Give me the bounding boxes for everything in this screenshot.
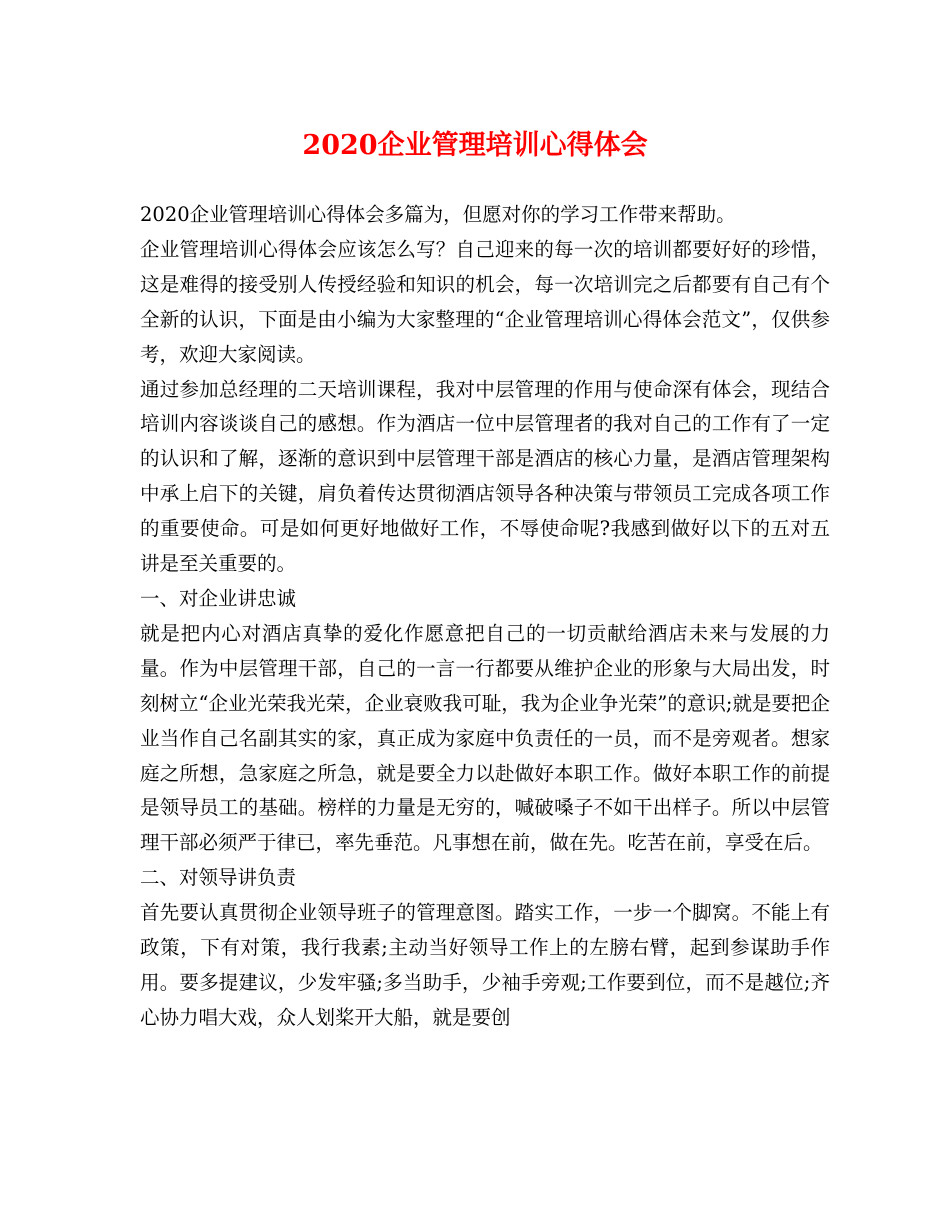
paragraph-intro: 2020企业管理培训心得体会多篇为，但愿对你的学习工作带来帮助。 [140,203,736,226]
paragraph-responsibility: 首先要认真贯彻企业领导班子的管理意图。踏实工作，一步一个脚窝。不能上有政策，下有对策，我行我素;主动当好领导工作上的左膀右臂，起到参谋助手作用。要多提建议，少发牢骚;多当助手，少袖手旁观;工作要到位，而不是越位;齐心协力唱大戏，众人划桨开大船，就是要创 [140,901,830,1029]
paragraph-loyalty: 就是把内心对酒店真挚的爱化作愿意把自己的一切贡献给酒店未来与发展的力量。作为中层管理干部，自己的一言一行都要从维护企业的形象与大局出发，时刻树立“企业光荣我光荣，企业衰败我可耻，我为企业争光荣”的意识;就是要把企业当作自己名副其实的家，真正成为家庭中负责任的一员，而不是旁观者。想家庭之所想，急家庭之所急，就是要全力以赴做好本职工作。做好本职工作的前提是领导员工的基础。榜样的力量是无穷的，喊破嗓子不如干出样子。所以中层管理干部必须严于律已，率先垂范。凡事想在前，做在先。吃苦在前，享受在后。 [140,621,830,855]
section-heading-responsibility: 二、对领导讲负责 [140,866,297,890]
paragraph-training-reflection: 通过参加总经理的二天培训课程，我对中层管理的作用与使命深有体会，现结合培训内容谈谈自己的感想。作为酒店一位中层管理者的我对自己的工作有了一定的认识和了解，逐渐的意识到中层管理干部是酒店的核心力量，是酒店管理架构中承上启下的关键，肩负着传达贯彻酒店领导各种决策与带领员工完成各项工作的重要使命。可是如何更好地做好工作，不辱使命呢?我感到做好以下的五对五讲是至关重要的。 [140,377,830,576]
document-body [140,198,830,1036]
paragraph-how-to-write: 企业管理培训心得体会应该怎么写？自己迎来的每一次的培训都要好好的珍惜，这是难得的接受别人传授经验和知识的机会，每一次培训完之后都要有自己有个全新的认识，下面是由小编为大家整理的“企业管理培训心得体会范文”，仅供参考，欢迎大家阅读。 [140,237,830,366]
document-title: 2020企业管理培训心得体会 [302,130,648,161]
section-heading-loyalty: 一、对企业讲忠诚 [140,586,297,610]
